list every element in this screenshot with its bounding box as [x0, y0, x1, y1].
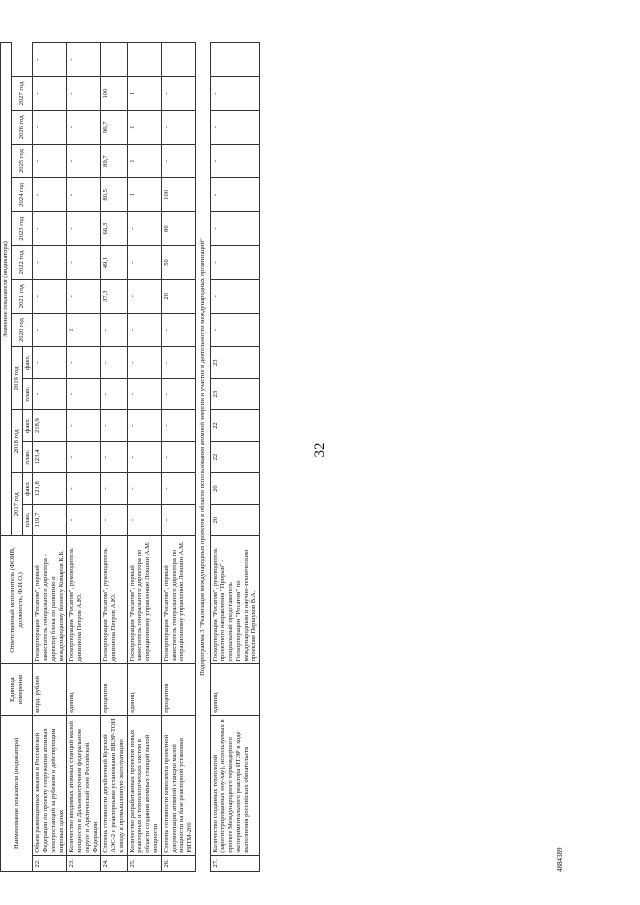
row-number: 24.: [101, 855, 127, 871]
value-cell: -: [33, 178, 67, 212]
indicator-table: [0, 42, 260, 872]
value-cell: 119,7: [33, 504, 67, 535]
value-cell: 100: [161, 178, 195, 212]
value-cell: -: [67, 43, 101, 77]
subprogram-title: Подпрограмма 3 "Реализация международных проектов в области использования атомной энергии и участие в деятельности международных организаций": [195, 43, 210, 872]
header-year: 2025 год: [11, 144, 33, 178]
value-cell: -: [33, 77, 67, 111]
header-fact: факт.: [22, 410, 33, 441]
indicator-name: Степень готовности двухблочной Курской АЭС-2 с реакторными установками ВВЭР-ТОИ к вводу в промышленную эксплуатацию: [101, 715, 127, 855]
value-cell: -: [210, 212, 260, 246]
value-cell: 66,3: [101, 212, 127, 246]
responsible-cell: Госкорпорация "Росатом", первый заместитель генерального директора по операционному управлению Локшин А.М.: [161, 536, 195, 664]
value-cell: 80: [161, 212, 195, 246]
unit-cell: единиц: [127, 664, 161, 715]
value-cell: -: [101, 441, 127, 472]
value-cell: -: [101, 313, 127, 347]
indicator-name: Количество вводимых атомных станций малой мощности в Дальневосточном федеральном округе и Арктической зоне Российской Федерации: [67, 715, 101, 855]
row-number: 26.: [161, 855, 195, 871]
unit-cell: единиц: [210, 664, 260, 715]
row-number: 25.: [127, 855, 161, 871]
value-cell: -: [67, 473, 101, 504]
document-id: 4884389: [556, 847, 564, 872]
value-cell: -: [210, 313, 260, 347]
header-year: 2024 год: [11, 178, 33, 212]
responsible-cell: Госкорпорация "Росатом", первый заместитель генерального директора - директор блока по развитию и международному бизнесу Комаров К.Б.: [33, 536, 67, 664]
header-fact: факт.: [22, 473, 33, 504]
indicator-name: Количество разработанных проектов новых реакторных и технологических систем в области создания атомных станций малой мощности: [127, 715, 161, 855]
value-cell: -: [210, 144, 260, 178]
value-cell: 50: [161, 246, 195, 280]
header-plan: план.: [22, 441, 33, 472]
value-cell: 89,7: [101, 144, 127, 178]
value-cell: -: [101, 410, 127, 441]
header-year: 2017 год: [11, 473, 22, 536]
responsible-cell: Госкорпорация "Росатом", руководитель дивизиона Петров А.Ю.: [101, 536, 127, 664]
header-name: Наименование показателя (индикатора): [1, 715, 33, 871]
value-cell: -: [161, 77, 195, 111]
table-body: [33, 43, 260, 872]
value-cell: -: [67, 178, 101, 212]
value-cell: [210, 43, 260, 77]
value-cell: -: [67, 410, 101, 441]
row-number: 22.: [33, 855, 67, 871]
value-cell: 121,8: [33, 473, 67, 504]
value-cell: 37,3: [101, 279, 127, 313]
value-cell: -: [101, 473, 127, 504]
indicator-name: Количество созданных технологий (зарегистрированных ноу-хау), используемых в проекте Международного термоядерного экспериментального реактора ИТЭР в ходе выполнения российских обязательств: [210, 715, 260, 855]
value-cell: 218,9: [33, 410, 67, 441]
table-row: [67, 43, 101, 872]
subprogram-row: [195, 43, 210, 872]
unit-cell: млрд. рублей: [33, 664, 67, 715]
value-cell: -: [161, 347, 195, 378]
row-number: 27.: [210, 855, 260, 871]
value-cell: 1: [67, 313, 101, 347]
indicator-name: Степень готовности комплекта проектной документации атомной станции малой мощности на базе реакторной установки РИТМ-200: [161, 715, 195, 855]
value-cell: -: [33, 212, 67, 246]
value-cell: -: [161, 144, 195, 178]
header-year: 2022 год: [11, 246, 33, 280]
value-cell: 1: [127, 77, 161, 111]
value-cell: -: [33, 43, 67, 77]
value-cell: -: [210, 110, 260, 144]
value-cell: -: [101, 504, 127, 535]
table-row: [127, 43, 161, 872]
header-year: 2026 год: [11, 110, 33, 144]
value-cell: [127, 43, 161, 77]
value-cell: 49,1: [101, 246, 127, 280]
value-cell: -: [33, 313, 67, 347]
value-cell: -: [161, 110, 195, 144]
value-cell: 1: [127, 110, 161, 144]
value-cell: -: [127, 473, 161, 504]
value-cell: [101, 43, 127, 77]
value-cell: 23: [210, 347, 260, 378]
value-cell: -: [33, 347, 67, 378]
value-cell: -: [67, 246, 101, 280]
header-unit: Единица измерения: [1, 664, 33, 715]
value-cell: -: [101, 378, 127, 409]
responsible-cell: Госкорпорация "Росатом", первый заместитель генерального директора по операционному управлению Локшин А.М.: [127, 536, 161, 664]
value-cell: [161, 43, 195, 77]
value-cell: 100: [101, 77, 127, 111]
value-cell: 1: [127, 144, 161, 178]
header-year: 2020 год: [11, 313, 33, 347]
indicator-name: Объем размещенных заказов в Российской Федерации по проекту сооружения атомных электростанций за рубежом и действующим мировых ценах: [33, 715, 67, 855]
value-cell: -: [33, 144, 67, 178]
value-cell: 123,4: [33, 441, 67, 472]
value-cell: -: [127, 441, 161, 472]
value-cell: 22: [210, 410, 260, 441]
table-row: [33, 43, 67, 872]
header-responsible: Ответственный исполнитель (ФОИВ, должность, Ф.И.О.): [1, 536, 33, 664]
header-year: 2021 год: [11, 279, 33, 313]
value-cell: -: [127, 246, 161, 280]
header-values-group: Значение показателя (индикатора): [1, 43, 12, 536]
value-cell: 23: [210, 378, 260, 409]
value-cell: -: [33, 279, 67, 313]
value-cell: -: [161, 378, 195, 409]
value-cell: -: [127, 378, 161, 409]
value-cell: -: [67, 77, 101, 111]
unit-cell: процентов: [161, 664, 195, 715]
header-year: 2018 год: [11, 410, 22, 473]
table-row: [161, 43, 195, 872]
header-plan: план.: [22, 378, 33, 409]
value-cell: -: [127, 212, 161, 246]
value-cell: -: [127, 313, 161, 347]
value-cell: -: [210, 77, 260, 111]
value-cell: 1: [127, 178, 161, 212]
value-cell: 20: [161, 279, 195, 313]
header-year: 2027 год: [11, 77, 33, 111]
value-cell: 96,7: [101, 110, 127, 144]
value-cell: -: [67, 504, 101, 535]
value-cell: -: [127, 279, 161, 313]
value-cell: -: [33, 110, 67, 144]
value-cell: -: [101, 347, 127, 378]
header-fact: факт.: [22, 347, 33, 378]
table-row: [210, 43, 260, 872]
value-cell: -: [161, 410, 195, 441]
value-cell: -: [67, 279, 101, 313]
table-row: [101, 43, 127, 872]
value-cell: -: [67, 378, 101, 409]
value-cell: -: [210, 246, 260, 280]
value-cell: 80,5: [101, 178, 127, 212]
value-cell: -: [161, 441, 195, 472]
value-cell: -: [161, 313, 195, 347]
value-cell: -: [127, 410, 161, 441]
value-cell: -: [33, 378, 67, 409]
value-cell: -: [161, 473, 195, 504]
header-row-1: [1, 43, 12, 872]
value-cell: -: [210, 178, 260, 212]
page-number: 32: [312, 442, 328, 458]
value-cell: -: [67, 144, 101, 178]
value-cell: -: [127, 347, 161, 378]
unit-cell: процентов: [101, 664, 127, 715]
responsible-cell: Госкорпорация "Росатом", руководитель проектного направления "Прорыв" - специальный представитель Госкорпорации "Росатом" по международным и научно-техническим проектам Першуков В.А.: [210, 536, 260, 664]
value-cell: -: [67, 212, 101, 246]
header-year: 2023 год: [11, 212, 33, 246]
value-cell: -: [67, 110, 101, 144]
header-year: 2019 год: [11, 347, 22, 410]
value-cell: -: [127, 504, 161, 535]
indicator-table-rotated: [0, 42, 560, 872]
value-cell: -: [67, 441, 101, 472]
row-number: 23.: [67, 855, 101, 871]
unit-cell: единиц: [67, 664, 101, 715]
header-plan: план.: [22, 504, 33, 535]
value-cell: -: [67, 347, 101, 378]
value-cell: 22: [210, 441, 260, 472]
value-cell: 20: [210, 473, 260, 504]
responsible-cell: Госкорпорация "Росатом", руководитель дивизиона Петров А.Ю.: [67, 536, 101, 664]
value-cell: 20: [210, 504, 260, 535]
value-cell: -: [33, 246, 67, 280]
value-cell: -: [161, 504, 195, 535]
value-cell: -: [210, 279, 260, 313]
